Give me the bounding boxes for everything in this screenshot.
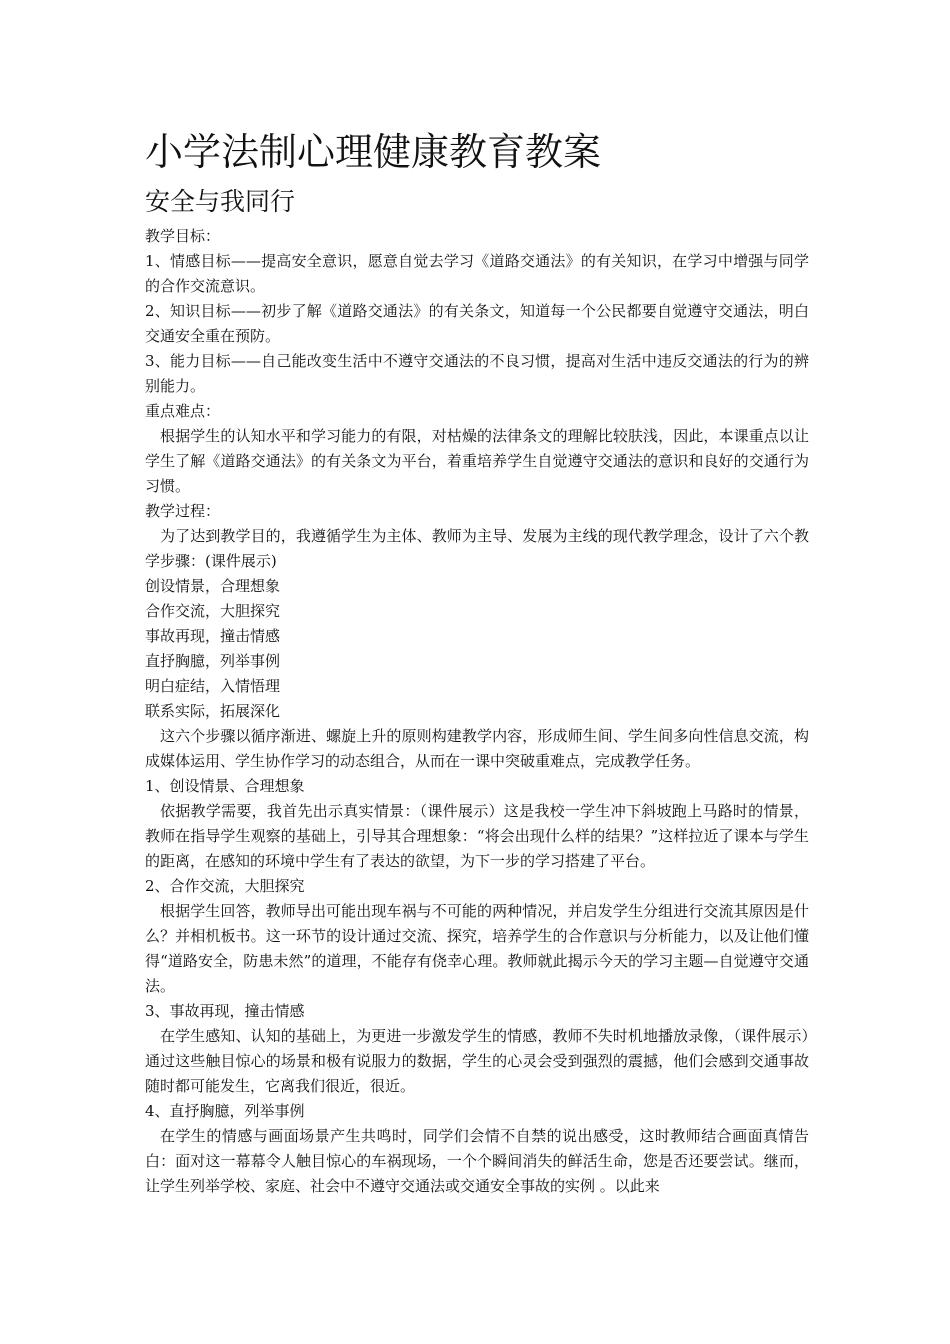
paragraph: 合作交流，大胆探究	[145, 602, 281, 620]
document-page	[145, 124, 809, 1199]
paragraph: 1、创设情景、合理想象	[145, 777, 305, 795]
paragraph: 在学生的情感与画面场景产生共鸣时，同学们会情不自禁的说出感受，这时教师结合画面真情告白：面对这一幕幕令人触目惊心的车祸现场，一个个瞬间消失的鲜活生命，您是否还要尝试。继而，让学生列举学校、家庭、社会中不遵守交通法或交通安全事故的实例 。以此来	[145, 1127, 809, 1195]
paragraph: 创设情景，合理想象	[145, 577, 281, 595]
paragraph: 依据教学需要，我首先出示真实情景：（课件展示）这是我校一学生冲下斜坡跑上马路时的情景，教师在指导学生观察的基础上，引导其合理想象：“将会出现什么样的结果？”这样拉近了课本与学生的距离，在感知的环境中学生有了表达的欲望，为下一步的学习搭建了平台。	[145, 802, 809, 870]
paragraph: 事故再现，撞击情感	[145, 627, 281, 645]
paragraph: 明白症结，入情悟理	[145, 677, 281, 695]
paragraph: 教学过程：	[145, 502, 221, 520]
document-body	[145, 224, 809, 1199]
paragraph: 为了达到教学目的，我遵循学生为主体、教师为主导、发展为主线的现代教学理念，设计了六个教学步骤：(课件展示)	[145, 527, 809, 570]
paragraph: 直抒胸臆，列举事例	[145, 652, 281, 670]
paragraph: 联系实际，拓展深化	[145, 702, 281, 720]
paragraph: 这六个步骤以循序渐进、螺旋上升的原则构建教学内容，形成师生间、学生间多向性信息交流，构成媒体运用、学生协作学习的动态组合，从而在一课中突破重难点，完成教学任务。	[145, 727, 809, 770]
paragraph: 在学生感知、认知的基础上，为更进一步激发学生的情感，教师不失时机地播放录像，（课件展示）通过这些触目惊心的场景和极有说服力的数据，学生的心灵会受到强烈的震撼，他们会感到交通事故随时都可能发生，它离我们很近，很近。	[145, 1027, 809, 1095]
paragraph: 4、直抒胸臆，列举事例	[145, 1102, 305, 1120]
paragraph: 3、能力目标——自己能改变生活中不遵守交通法的不良习惯，提高对生活中违反交通法的行为的辨别能力。	[145, 352, 809, 395]
paragraph: 2、知识目标——初步了解《道路交通法》的有关条文，知道每一个公民都要自觉遵守交通法，明白交通安全重在预防。	[145, 302, 809, 345]
paragraph: 重点难点：	[145, 402, 221, 420]
paragraph: 根据学生回答，教师导出可能出现车祸与不可能的两种情况，并启发学生分组进行交流其原因是什么？并相机板书。这一环节的设计通过交流、探究，培养学生的合作意识与分析能力，以及让他们懂得“道路安全，防患未然”的道理，不能存有侥幸心理。教师就此揭示今天的学习主题—自觉遵守交通法。	[145, 902, 809, 995]
document-title: 小学法制心理健康教育教案	[145, 130, 602, 174]
paragraph: 根据学生的认知水平和学习能力的有限，对枯燥的法律条文的理解比较肤浅，因此，本课重点以让学生了解《道路交通法》的有关条文为平台，着重培养学生自觉遵守交通法的意识和良好的交通行为习惯。	[145, 427, 809, 495]
paragraph: 1、情感目标——提高安全意识，愿意自觉去学习《道路交通法》的有关知识，在学习中增强与同学的合作交流意识。	[145, 252, 809, 295]
paragraph: 2、合作交流，大胆探究	[145, 877, 305, 895]
document-subtitle: 安全与我同行	[145, 187, 296, 216]
paragraph: 教学目标：	[145, 227, 221, 245]
paragraph: 3、事故再现，撞击情感	[145, 1002, 305, 1020]
